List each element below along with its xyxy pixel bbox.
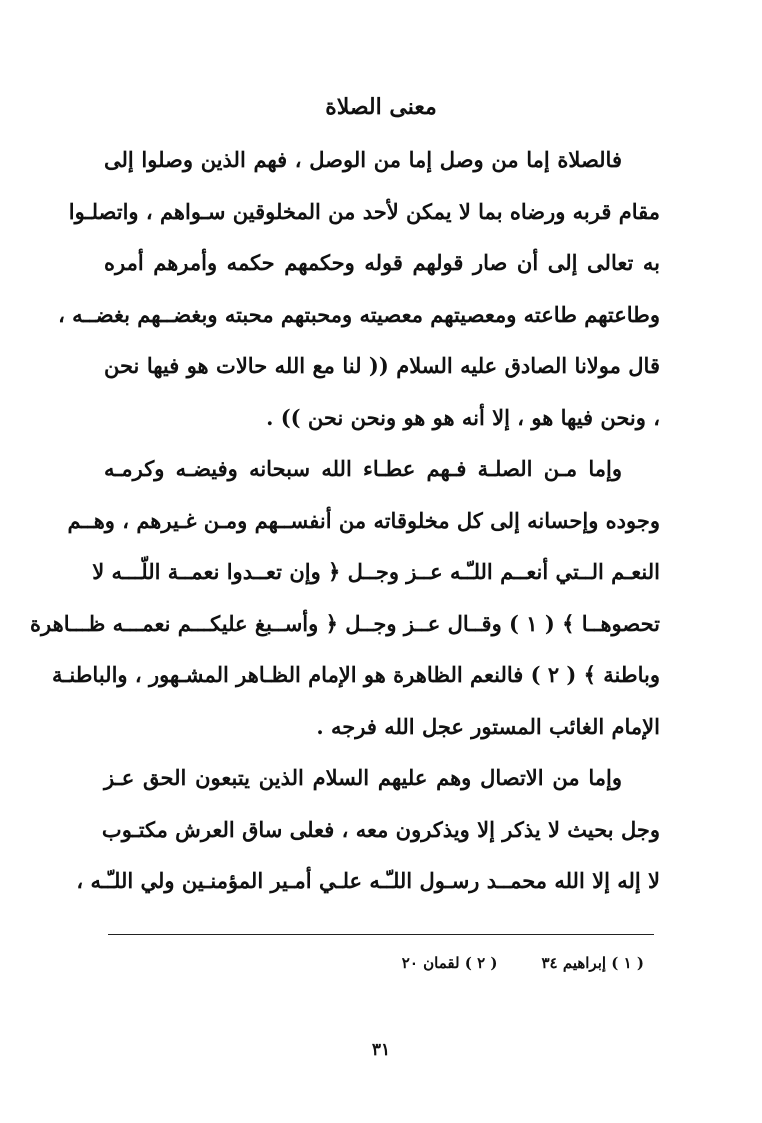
text-line: وباطنة ﴾ ( ٢ ) فالنعم الظاهرة هو الإمام الظـاهر المشـهور ، والباطنـة	[51, 662, 660, 687]
text-line: قال مولانا الصادق عليه السلام (( لنا مع الله حالات هو فيها نحن	[104, 353, 660, 378]
text-line: وإما مـن الصلـة فـهم عطـاء الله سبحانه وفيضـه وكرمـه	[104, 456, 622, 481]
text-line: به تعالى إلى أن صار قولهم قوله وحكمهم حكمه وأمرهم أمره	[104, 250, 660, 275]
text-line: فالصلاة إما من وصل إما من الوصل ، فهم الذين وصلوا إلى	[104, 147, 622, 172]
text-line: الإمام الغائب المستور عجل الله فرجه .	[316, 713, 660, 739]
footnote-divider	[108, 934, 654, 935]
footnotes	[402, 952, 644, 974]
text-line: لا إله إلا الله محمــد رسـول اللـّـه علـي أمـير المؤمنـين ولي اللـّـه ،	[76, 868, 660, 893]
text-line: وإما من الاتصال وهم عليهم السلام الذين يتبعون الحق عـز	[104, 765, 622, 790]
text-line: النعـم الــتي أنعــم اللـّـه عــز وجــل ﴿ وإن تعــدوا نعمــة اللّـــه لا	[92, 559, 660, 584]
section-title: معنى الصلاة	[325, 94, 437, 120]
footnote-1: ( ١ ) إبراهيم ٣٤	[541, 954, 644, 972]
body-text	[30, 134, 660, 907]
text-line: مقام قربه ورضاه بما لا يمكن لأحد من المخلوقين سـواهم ، واتصلـوا	[68, 198, 660, 224]
footnote-2: ( ٢ ) لقمان ٢٠	[401, 954, 498, 972]
text-line: ، ونحن فيها هو ، إلا أنه هو هو ونحن نحن )) .	[266, 404, 660, 430]
page-number: ٣١	[371, 1040, 391, 1060]
text-line: تحصوهــا ﴾ ( ١ ) وقــال عــز وجــل ﴿ وأســبغ عليكـــم نعمـــه ظـــاهرة	[30, 610, 660, 636]
text-line: وطاعتهم طاعته ومعصيتهم معصيته ومحبتهم محبته وبغضــهم بغضــه ،	[58, 301, 660, 327]
text-line: وجل بحيث لا يذكر إلا ويذكرون معه ، فعلى ساق العرش مكتـوب	[101, 816, 660, 842]
text-line: وجوده وإحسانه إلى كل مخلوقاته من أنفســهم ومـن غـيرهم ، وهــم	[67, 507, 660, 533]
